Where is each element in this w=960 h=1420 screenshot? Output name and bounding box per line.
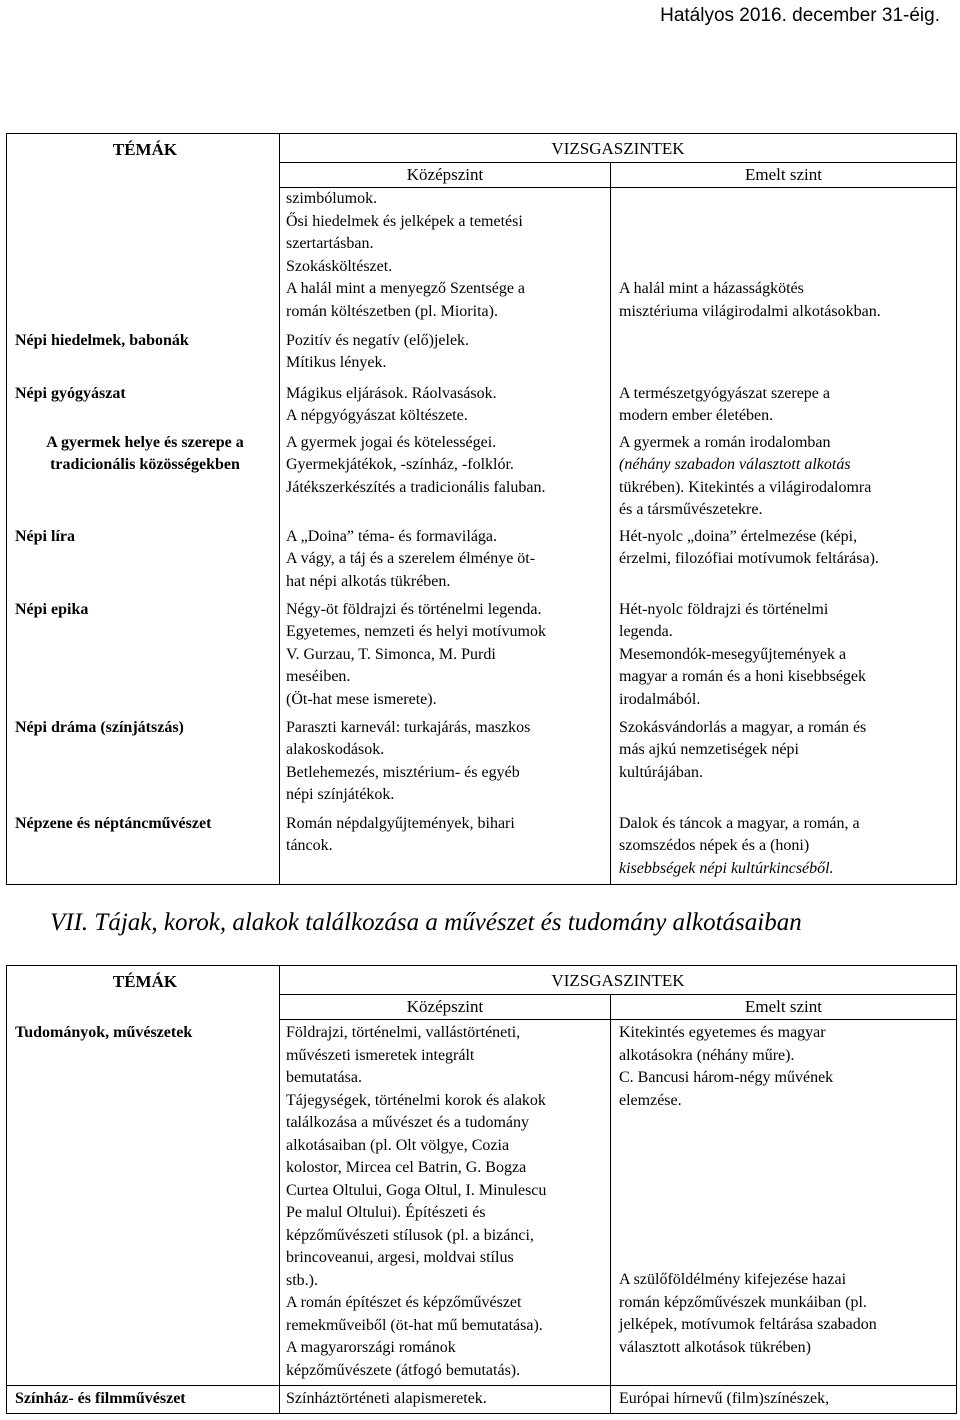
table-row	[7, 813, 957, 885]
themes-header: TÉMÁK	[7, 134, 280, 188]
theme-cell: Tudományok, művészetek	[7, 1020, 280, 1386]
adv-cell: Európai hírnevű (film)színészek,	[611, 1386, 957, 1414]
adv-cell: Kitekintés egyetemes és magyar alkotásokra (néhány műre). C. Bancusi három-négy művének elemzése. A szülőföldélmény kifejezése hazai román képzőművészek munkáiban (pl. jelképek, motívumok feltárása szabadon választott alkotások tükrében)	[611, 1020, 957, 1386]
mid-cell: Mágikus eljárások. Ráolvasások. A népgyógyászat költészete.	[280, 379, 611, 430]
theme-cell: Népi epika	[7, 599, 280, 717]
mid-cell: szimbólumok. Ősi hiedelmek és jelképek a temetési szertartásban. Szokásköltészet. A halál mint a menyegző Szentsége a román költészetben (pl. Miorita).	[280, 188, 611, 330]
mid-cell: A gyermek jogai és kötelességei. Gyermekjátékok, -színház, -folklór. Játékszerkészítés a tradicionális faluban.	[280, 430, 611, 526]
themes-header: TÉMÁK	[7, 966, 280, 1020]
table-row	[7, 599, 957, 717]
table-row	[7, 1386, 957, 1414]
mid-level-header: Középszint	[280, 163, 611, 188]
table-row	[7, 1020, 957, 1386]
adv-cell: Hét-nyolc földrajzi és történelmi legenda. Mesemondók-mesegyűjtemények a magyar a román és a honi kisebbségek irodalmából.	[611, 599, 957, 717]
mid-cell: Pozitív és negatív (elő)jelek. Mítikus lények.	[280, 330, 611, 379]
adv-cell: A gyermek a román irodalomban (néhány szabadon választott alkotás tükrében). Kitekintés a világirodalomra és a társművészetekre.	[611, 430, 957, 526]
adv-level-header: Emelt szint	[611, 995, 957, 1020]
mid-cell: Négy-öt földrajzi és történelmi legenda. Egyetemes, nemzeti és helyi motívumok V. Gurzau, T. Simonca, M. Purdi meséiben. (Öt-hat mese ismerete).	[280, 599, 611, 717]
adv-level-header: Emelt szint	[611, 163, 957, 188]
section-title: VII. Tájak, korok, alakok találkozása a művészet és tudomány alkotásaiban	[50, 909, 802, 936]
curriculum-table-1	[6, 133, 957, 885]
theme-cell: Népzene és néptáncművészet	[7, 813, 280, 885]
adv-cell: Dalok és táncok a magyar, a román, a szomszédos népek és a (honi) kisebbségek népi kultúrkincséből.	[611, 813, 957, 885]
theme-cell	[7, 188, 280, 330]
adv-cell: A halál mint a házasságkötés misztériuma világirodalmi alkotásokban.	[611, 188, 957, 330]
mid-cell: Földrajzi, történelmi, vallástörténeti, művészeti ismeretek integrált bemutatása. Tájegységek, történelmi korok és alakok találkozása a művészet és a tudomány alkotásaiban (pl. Olt völgye, Cozia kolostor, Mircea cel Batrin, G. Bogza Curtea Oltului, Goga Oltul, I. Minulescu Pe malul Oltului). Építészeti és képzőművészeti stílusok (pl. a bizánci, brincoveanui, argesi, moldvai stílus stb.). A román építészet és képzőművészet remekműveiből (öt-hat mű bemutatása). A magyarországi románok képzőművészete (átfogó bemutatás).	[280, 1020, 611, 1386]
theme-cell: A gyermek helye és szerepe a tradicionális közösségekben	[7, 430, 280, 526]
adv-cell: Szokásvándorlás a magyar, a román és más ajkú nemzetiségek népi kultúrájában.	[611, 717, 957, 813]
theme-cell: Népi gyógyászat	[7, 379, 280, 430]
exam-levels-header: VIZSGASZINTEK	[280, 966, 957, 995]
exam-levels-header: VIZSGASZINTEK	[280, 134, 957, 163]
mid-cell: Román népdalgyűjtemények, bihari táncok.	[280, 813, 611, 885]
adv-cell: A természetgyógyászat szerepe a modern ember életében.	[611, 379, 957, 430]
theme-cell: Népi hiedelmek, babonák	[7, 330, 280, 379]
table-row	[7, 379, 957, 430]
page-header: Hatályos 2016. december 31-éig.	[660, 5, 940, 26]
mid-cell: Színháztörténeti alapismeretek.	[280, 1386, 611, 1414]
table-row	[7, 330, 957, 379]
table-row	[7, 430, 957, 526]
mid-level-header: Középszint	[280, 995, 611, 1020]
adv-cell	[611, 330, 957, 379]
mid-cell: Paraszti karnevál: turkajárás, maszkos alakoskodások. Betlehemezés, misztérium- és egyéb népi színjátékok.	[280, 717, 611, 813]
table-row	[7, 188, 957, 330]
mid-cell: A „Doina” téma- és formavilága. A vágy, a táj és a szerelem élménye öt- hat népi alkotás tükrében.	[280, 526, 611, 599]
curriculum-table-2	[6, 965, 957, 1414]
theme-cell: Népi dráma (színjátszás)	[7, 717, 280, 813]
adv-cell: Hét-nyolc „doina” értelmezése (képi, érzelmi, filozófiai motívumok feltárása).	[611, 526, 957, 599]
theme-cell: Színház- és filmművészet	[7, 1386, 280, 1414]
table-row	[7, 526, 957, 599]
theme-cell: Népi líra	[7, 526, 280, 599]
table-row	[7, 717, 957, 813]
